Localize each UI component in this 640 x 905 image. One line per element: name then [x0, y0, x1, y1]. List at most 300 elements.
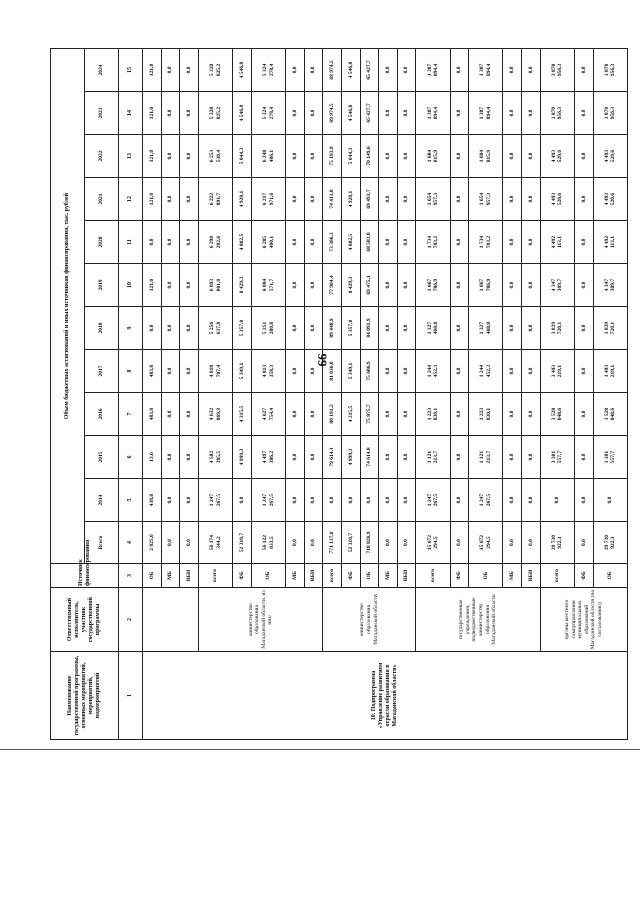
year-value-cell: 0,0: [161, 307, 180, 350]
year-value-cell: 4 347 309,7: [540, 264, 574, 307]
header-year: 2014: [85, 479, 119, 522]
year-value-cell: 0,0: [574, 48, 593, 91]
year-value-cell: 483,8: [143, 350, 162, 393]
source-cell: всего: [540, 564, 574, 588]
source-cell: МБ: [379, 564, 398, 588]
year-value-cell: 5 044,3: [341, 135, 360, 178]
year-value-cell: 0,0: [450, 92, 469, 135]
year-value-cell: 0,0: [503, 307, 522, 350]
year-value-cell: 0,0: [286, 135, 305, 178]
source-cell: ОБ: [143, 564, 162, 588]
column-number: 3: [119, 564, 143, 588]
header-total: Всего: [85, 522, 119, 564]
year-value-cell: 4 502 385,5: [199, 436, 233, 479]
year-value-cell: 0,0: [180, 393, 199, 436]
total-cell: 0,0: [522, 522, 541, 564]
year-value-cell: 0,0: [360, 479, 379, 522]
total-cell: 52 310,7: [233, 522, 252, 564]
year-value-cell: 0,0: [304, 350, 323, 393]
year-value-cell: 0,0: [161, 48, 180, 91]
year-value-cell: 69 493,7: [360, 178, 379, 221]
executor-cell: министерство образования Магаданской области, из них:: [199, 588, 323, 652]
year-value-cell: 4 546,8: [233, 48, 252, 91]
year-value-cell: 0,0: [286, 479, 305, 522]
year-value-cell: 0,0: [522, 479, 541, 522]
year-value-cell: 0,0: [522, 178, 541, 221]
year-value-cell: 0,0: [397, 350, 416, 393]
year-value-cell: 0,0: [286, 48, 305, 91]
year-value-cell: 3 870 956,3: [593, 92, 627, 135]
year-value-cell: 4 818 707,4: [199, 350, 233, 393]
table-row: [143, 48, 162, 739]
year-value-cell: 8 429,3: [341, 264, 360, 307]
table-row: [323, 48, 342, 739]
year-value-cell: 0,0: [522, 135, 541, 178]
year-value-cell: 0,0: [450, 350, 469, 393]
year-value-cell: 0,0: [379, 479, 398, 522]
year-value-cell: 1 247 267,5: [416, 479, 450, 522]
year-value-cell: 1 121 213,7: [416, 436, 450, 479]
year-value-cell: 0,0: [503, 135, 522, 178]
year-value-cell: 0,0: [286, 350, 305, 393]
year-value-cell: 0,0: [503, 350, 522, 393]
year-value-cell: 0,0: [161, 178, 180, 221]
year-value-cell: 0,0: [180, 264, 199, 307]
year-value-cell: 84 091,9: [360, 307, 379, 350]
year-value-cell: 1 734 703,2: [469, 221, 503, 264]
year-value-cell: 0,0: [503, 436, 522, 479]
year-value-cell: 0,0: [233, 479, 252, 522]
year-value-cell: 0,0: [574, 221, 593, 264]
year-value-cell: 0,0: [574, 178, 593, 221]
column-number: 1: [119, 652, 143, 740]
source-cell: ФБ: [233, 564, 252, 588]
year-value-cell: 0,0: [379, 178, 398, 221]
year-value-cell: 5 328 825,2: [199, 92, 233, 135]
year-value-cell: 0,0: [161, 264, 180, 307]
year-value-cell: 6 290 202,6: [199, 221, 233, 264]
header-funding-title: Объем бюджетных ассигнований и иных источников финансирования, тыс. рублей: [51, 48, 85, 563]
year-value-cell: 0,0: [286, 436, 305, 479]
header-year: 2023: [85, 92, 119, 135]
year-value-cell: 0,0: [503, 48, 522, 91]
year-value-cell: 0,0: [304, 178, 323, 221]
year-value-cell: 0,0: [180, 221, 199, 264]
year-value-cell: 0,0: [379, 264, 398, 307]
year-value-cell: 438,8: [143, 479, 162, 522]
year-value-cell: 1 327 468,8: [469, 307, 503, 350]
column-number: 14: [119, 92, 143, 135]
column-number: 6: [119, 436, 143, 479]
year-value-cell: 65 427,7: [360, 92, 379, 135]
year-value-cell: 4 546,8: [341, 92, 360, 135]
source-cell: всего: [416, 564, 450, 588]
year-value-cell: 1 654 957,3: [469, 178, 503, 221]
year-value-cell: 4 627 754,4: [251, 393, 285, 436]
year-value-cell: 121,0: [143, 48, 162, 91]
year-value-cell: 0,0: [450, 178, 469, 221]
year-value-cell: 0,0: [161, 436, 180, 479]
year-value-cell: 0,0: [286, 264, 305, 307]
year-value-cell: 0,0: [286, 307, 305, 350]
header-year: 2016: [85, 393, 119, 436]
subprogram-name: 10. Подпрограмма «Управление развитием отрасли образования в Магаданской области»: [143, 652, 628, 740]
column-number: 13: [119, 135, 143, 178]
header-year: 2017: [85, 350, 119, 393]
year-value-cell: 5 251 280,8: [251, 307, 285, 350]
year-value-cell: 0,0: [304, 307, 323, 350]
year-value-cell: 69 475,1: [360, 264, 379, 307]
year-value-cell: 4 497 386,2: [251, 436, 285, 479]
column-number: 9: [119, 307, 143, 350]
year-value-cell: 0,0: [180, 436, 199, 479]
year-value-cell: 0,0: [323, 479, 342, 522]
year-value-cell: 4 632 069,9: [199, 393, 233, 436]
year-value-cell: 0,0: [379, 48, 398, 91]
year-value-cell: 3 493 219,1: [540, 350, 574, 393]
year-value-cell: 0,0: [397, 135, 416, 178]
year-value-cell: 69 974,5: [323, 92, 342, 135]
year-value-cell: 0,0: [180, 479, 199, 522]
year-value-cell: 0,0: [161, 393, 180, 436]
source-cell: всего: [323, 564, 342, 588]
year-value-cell: 0,0: [574, 479, 593, 522]
year-value-cell: 0,0: [304, 393, 323, 436]
year-value-cell: 0,0: [286, 92, 305, 135]
source-cell: ВБИ: [522, 564, 541, 588]
year-value-cell: 0,0: [574, 307, 593, 350]
year-value-cell: 0,0: [450, 135, 469, 178]
year-value-cell: 0,0: [180, 92, 199, 135]
source-cell: ВБИ: [397, 564, 416, 588]
year-value-cell: 6 222 891,7: [199, 178, 233, 221]
year-value-cell: 5 357,0: [341, 307, 360, 350]
year-value-cell: 0,0: [379, 307, 398, 350]
year-value-cell: 0,0: [180, 350, 199, 393]
year-value-cell: 0,0: [522, 436, 541, 479]
total-cell: 0,0: [574, 522, 593, 564]
year-value-cell: 4 493 520,6: [593, 178, 627, 221]
executor-cell: органы местного самоуправления муниципальных образований Магаданской области (по согласованию): [540, 588, 627, 652]
year-value-cell: 4 546,8: [233, 92, 252, 135]
year-value-cell: 0,0: [450, 436, 469, 479]
year-value-cell: 1 387 894,4: [416, 92, 450, 135]
year-value-cell: 3 839 720,1: [593, 307, 627, 350]
year-value-cell: 0,0: [593, 479, 627, 522]
year-value-cell: 0,0: [503, 479, 522, 522]
year-value-cell: 4 492 113,1: [593, 221, 627, 264]
total-cell: 0,0: [379, 522, 398, 564]
total-cell: 56 122 033,5: [251, 522, 285, 564]
year-value-cell: 8 429,3: [233, 264, 252, 307]
year-value-cell: 6 084 571,7: [251, 264, 285, 307]
year-value-cell: 0,0: [161, 350, 180, 393]
header-executor: Ответственный исполнитель, участник государственной программы: [51, 588, 119, 652]
source-cell: МБ: [161, 564, 180, 588]
year-value-cell: 0,0: [574, 436, 593, 479]
year-value-cell: 0,0: [304, 221, 323, 264]
column-number: 15: [119, 48, 143, 91]
year-value-cell: 0,0: [397, 307, 416, 350]
year-value-cell: 0,0: [304, 92, 323, 135]
year-value-cell: 0,0: [450, 307, 469, 350]
total-cell: 52 310,7: [341, 522, 360, 564]
year-value-cell: 6 217 971,6: [251, 178, 285, 221]
year-value-cell: 89 448,9: [323, 307, 342, 350]
total-cell: 0,0: [503, 522, 522, 564]
year-value-cell: 3 301 557,7: [593, 436, 627, 479]
year-value-cell: 0,0: [522, 350, 541, 393]
table-row: [416, 48, 450, 739]
year-value-cell: 0,0: [574, 135, 593, 178]
year-value-cell: 0,0: [522, 307, 541, 350]
year-value-cell: 5 349,1: [341, 350, 360, 393]
year-value-cell: 13,6: [143, 436, 162, 479]
year-value-cell: 3 301 557,7: [540, 436, 574, 479]
year-value-cell: 0,0: [540, 479, 574, 522]
header-year: 2020: [85, 221, 119, 264]
year-value-cell: 1 684 815,9: [469, 135, 503, 178]
year-value-cell: 3 528 048,6: [540, 393, 574, 436]
year-value-cell: 3 870 956,3: [593, 48, 627, 91]
year-value-cell: 0,0: [397, 92, 416, 135]
year-value-cell: 1 244 452,3: [416, 350, 450, 393]
year-value-cell: 1 247 267,5: [251, 479, 285, 522]
year-value-cell: 3 870 956,3: [540, 92, 574, 135]
year-value-cell: 1 121 213,7: [469, 436, 503, 479]
year-value-cell: 3 493 219,1: [593, 350, 627, 393]
total-cell: 39 730 922,1: [593, 522, 627, 564]
year-value-cell: 4 347 309,7: [593, 264, 627, 307]
column-number: 7: [119, 393, 143, 436]
total-cell: 0,0: [304, 522, 323, 564]
year-value-cell: 0,0: [503, 393, 522, 436]
year-value-cell: 0,0: [341, 479, 360, 522]
total-cell: 0,0: [161, 522, 180, 564]
year-value-cell: 0,0: [304, 135, 323, 178]
year-value-cell: 5 357,0: [233, 307, 252, 350]
year-value-cell: 4 999,3: [233, 436, 252, 479]
year-value-cell: 1 247 267,5: [199, 479, 233, 522]
year-value-cell: 5 328 825,2: [199, 48, 233, 91]
year-value-cell: 0,0: [397, 221, 416, 264]
year-value-cell: 0,0: [161, 221, 180, 264]
year-value-cell: 0,0: [379, 221, 398, 264]
year-value-cell: 5 256 637,8: [199, 307, 233, 350]
year-value-cell: 0,0: [450, 48, 469, 91]
column-number: 11: [119, 221, 143, 264]
table-body: [119, 48, 628, 739]
page-number: 99: [315, 353, 330, 367]
year-value-cell: 4 999,3: [341, 436, 360, 479]
total-cell: 15 672 294,5: [469, 522, 503, 564]
year-value-cell: 70 149,6: [360, 135, 379, 178]
column-number-row: [119, 48, 143, 739]
rotated-table-container: [50, 48, 628, 740]
total-cell: 0,0: [450, 522, 469, 564]
year-value-cell: 0,0: [286, 393, 305, 436]
year-value-cell: 4 493 520,6: [540, 135, 574, 178]
year-value-cell: 0,0: [450, 479, 469, 522]
year-value-cell: 0,0: [286, 221, 305, 264]
year-value-cell: 0,0: [180, 135, 199, 178]
year-value-cell: 1 387 894,4: [469, 92, 503, 135]
year-value-cell: 0,0: [379, 393, 398, 436]
source-cell: ФБ: [574, 564, 593, 588]
year-value-cell: 0,0: [397, 48, 416, 91]
year-value-cell: 1 654 957,3: [416, 178, 450, 221]
year-value-cell: 1 247 267,5: [469, 479, 503, 522]
year-value-cell: 121,0: [143, 135, 162, 178]
year-value-cell: 0,0: [304, 436, 323, 479]
year-value-cell: 0,0: [450, 264, 469, 307]
year-value-cell: 0,0: [161, 92, 180, 135]
year-value-cell: 0,0: [450, 221, 469, 264]
source-cell: ОБ: [360, 564, 379, 588]
year-value-cell: 65 427,7: [360, 48, 379, 91]
year-value-cell: 121,0: [143, 178, 162, 221]
year-value-cell: 4 546,8: [341, 48, 360, 91]
year-value-cell: 0,0: [304, 479, 323, 522]
column-number: 8: [119, 350, 143, 393]
column-number: 4: [119, 522, 143, 564]
year-value-cell: 0,0: [397, 479, 416, 522]
year-value-cell: 4 920,1: [233, 178, 252, 221]
total-cell: 0,0: [286, 522, 305, 564]
year-value-cell: 5 324 278,4: [251, 92, 285, 135]
year-value-cell: 1 684 815,9: [416, 135, 450, 178]
year-value-cell: 0,0: [161, 479, 180, 522]
column-number: 12: [119, 178, 143, 221]
year-value-cell: 4 493 520,6: [593, 135, 627, 178]
year-value-cell: 0,0: [161, 135, 180, 178]
total-cell: 39 730 922,1: [540, 522, 574, 564]
source-cell: ВБИ: [180, 564, 199, 588]
column-number: 2: [119, 588, 143, 652]
header-year: 2019: [85, 264, 119, 307]
year-value-cell: 6 253 530,4: [199, 135, 233, 178]
year-value-cell: 74 413,8: [323, 178, 342, 221]
year-value-cell: 4 315,5: [341, 393, 360, 436]
year-value-cell: 0,0: [503, 264, 522, 307]
year-value-cell: 1 327 468,8: [416, 307, 450, 350]
total-cell: 15 672 294,5: [416, 522, 450, 564]
year-value-cell: 68 583,8: [360, 221, 379, 264]
year-value-cell: 6 285 400,1: [251, 221, 285, 264]
year-value-cell: 0,0: [522, 264, 541, 307]
source-cell: ВБИ: [304, 564, 323, 588]
year-value-cell: 0,0: [143, 307, 162, 350]
year-value-cell: 5 349,1: [233, 350, 252, 393]
year-value-cell: 1 734 703,2: [416, 221, 450, 264]
year-value-cell: 0,0: [180, 307, 199, 350]
executor-cell: министерство образования Магаданской области: [323, 588, 416, 652]
year-value-cell: 0,0: [143, 221, 162, 264]
source-cell: ОБ: [593, 564, 627, 588]
header-year: 2021: [85, 178, 119, 221]
year-value-cell: 1 244 452,3: [469, 350, 503, 393]
year-value-cell: 75 686,9: [360, 350, 379, 393]
year-value-cell: 74 614,8: [360, 436, 379, 479]
year-value-cell: 5 324 278,4: [251, 48, 285, 91]
source-cell: всего: [199, 564, 233, 588]
year-value-cell: 0,0: [379, 92, 398, 135]
year-value-cell: 1 667 786,9: [416, 264, 450, 307]
year-value-cell: 6 248 486,1: [251, 135, 285, 178]
year-value-cell: 0,0: [304, 48, 323, 91]
year-value-cell: 0,0: [180, 48, 199, 91]
source-cell: ОБ: [469, 564, 503, 588]
year-value-cell: 0,0: [180, 178, 199, 221]
source-cell: ФБ: [450, 564, 469, 588]
year-value-cell: 1 223 830,1: [469, 393, 503, 436]
executor-cell: [143, 588, 199, 652]
header-year: 2018: [85, 307, 119, 350]
year-value-cell: 75 875,7: [360, 393, 379, 436]
year-value-cell: 4 802,5: [341, 221, 360, 264]
year-value-cell: 0,0: [397, 264, 416, 307]
year-value-cell: 79 614,1: [323, 436, 342, 479]
year-value-cell: 0,0: [503, 92, 522, 135]
year-value-cell: 0,0: [574, 92, 593, 135]
year-value-cell: 0,0: [379, 350, 398, 393]
year-value-cell: 73 386,3: [323, 221, 342, 264]
total-cell: 771 137,6: [323, 522, 342, 564]
year-value-cell: 4 492 113,1: [540, 221, 574, 264]
year-value-cell: 5 044,3: [233, 135, 252, 178]
year-value-cell: 0,0: [522, 393, 541, 436]
year-value-cell: 0,0: [379, 436, 398, 479]
year-value-cell: 0,0: [522, 92, 541, 135]
header-year: 2024: [85, 48, 119, 91]
year-value-cell: 3 528 048,6: [593, 393, 627, 436]
total-cell: 56 174 344,2: [199, 522, 233, 564]
year-value-cell: 0,0: [304, 264, 323, 307]
year-value-cell: 81 036,0: [323, 350, 342, 393]
header-source: Источник финансирования: [51, 564, 119, 588]
total-cell: 2 025,0: [143, 522, 162, 564]
year-value-cell: 4 802,5: [233, 221, 252, 264]
header-program-name: Наименование государственной программы, основных мероприятий, мероприятий, подмероприятий: [51, 652, 119, 740]
source-cell: ОБ: [251, 564, 285, 588]
year-value-cell: 483,8: [143, 393, 162, 436]
source-cell: МБ: [286, 564, 305, 588]
total-cell: 0,0: [180, 522, 199, 564]
table-row: [540, 48, 574, 739]
year-value-cell: 4 315,5: [233, 393, 252, 436]
table-row: [199, 48, 233, 739]
year-value-cell: 77 904,4: [323, 264, 342, 307]
year-value-cell: 0,0: [574, 350, 593, 393]
year-value-cell: 0,0: [503, 221, 522, 264]
year-value-cell: 0,0: [574, 264, 593, 307]
year-value-cell: 1 667 786,9: [469, 264, 503, 307]
year-value-cell: 121,0: [143, 92, 162, 135]
year-value-cell: 0,0: [450, 393, 469, 436]
year-value-cell: 0,0: [522, 48, 541, 91]
year-value-cell: 1 387 894,4: [416, 48, 450, 91]
year-value-cell: 80 191,2: [323, 393, 342, 436]
year-value-cell: 0,0: [397, 393, 416, 436]
year-value-cell: 4 920,1: [341, 178, 360, 221]
total-cell: 0,0: [397, 522, 416, 564]
year-value-cell: 0,0: [397, 436, 416, 479]
year-value-cell: 1 387 894,4: [469, 48, 503, 91]
year-value-cell: 0,0: [522, 221, 541, 264]
year-value-cell: 4 813 358,3: [251, 350, 285, 393]
header-year: 2022: [85, 135, 119, 178]
year-value-cell: 69 974,5: [323, 48, 342, 91]
